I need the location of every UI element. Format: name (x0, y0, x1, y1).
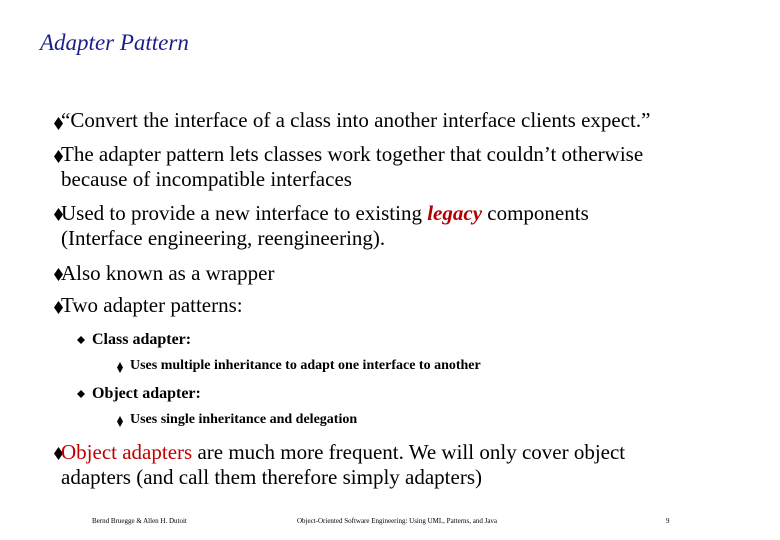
bullet-text-part: Used to provide a new interface to existing (61, 201, 428, 225)
sub-bullet-icon (77, 336, 85, 344)
sub-sub-bullet-text: Uses multiple inheritance to adapt one interface to another (130, 358, 481, 373)
sub-sub-bullet-text: Uses single inheritance and delegation (130, 412, 358, 427)
footer-authors: Bernd Bruegge & Allen H. Dutoit (92, 517, 187, 525)
footer-page-number: 9 (666, 517, 670, 525)
highlight-text: Object adapters (61, 440, 193, 464)
sub-sub-bullet-icon (117, 362, 123, 373)
slide-title: Adapter Pattern (40, 30, 189, 55)
sub-bullet-text: Object adapter: (92, 385, 201, 402)
footer-book-title: Object-Oriented Software Engineering: Using UML, Patterns, and Java (297, 517, 498, 525)
bullet-text: The adapter pattern lets classes work together that couldn’t otherwise (61, 142, 644, 166)
bullet-text: Two adapter patterns: (61, 293, 243, 317)
legacy-emphasis: legacy (427, 201, 483, 225)
bullet-text: “Convert the interface of a class into another interface clients expect.” (61, 108, 651, 132)
sub-bullet-icon (77, 390, 85, 398)
bullet-text: Also known as a wrapper (61, 261, 275, 285)
bullet-text-continuation: adapters (and call them therefore simply adapters) (61, 465, 482, 489)
bullet-text-part: are much more frequent. We will only cover object (192, 440, 626, 464)
sub-sub-bullet-icon (117, 416, 123, 427)
bullet-text (61, 201, 761, 225)
bullet-text-continuation: (Interface engineering, reengineering). (61, 226, 386, 250)
bullet-text-continuation: because of incompatible interfaces (61, 167, 352, 191)
sub-bullet-text: Class adapter: (92, 331, 192, 348)
bullet-text-part: components (482, 201, 589, 225)
bullet-text (61, 440, 761, 464)
